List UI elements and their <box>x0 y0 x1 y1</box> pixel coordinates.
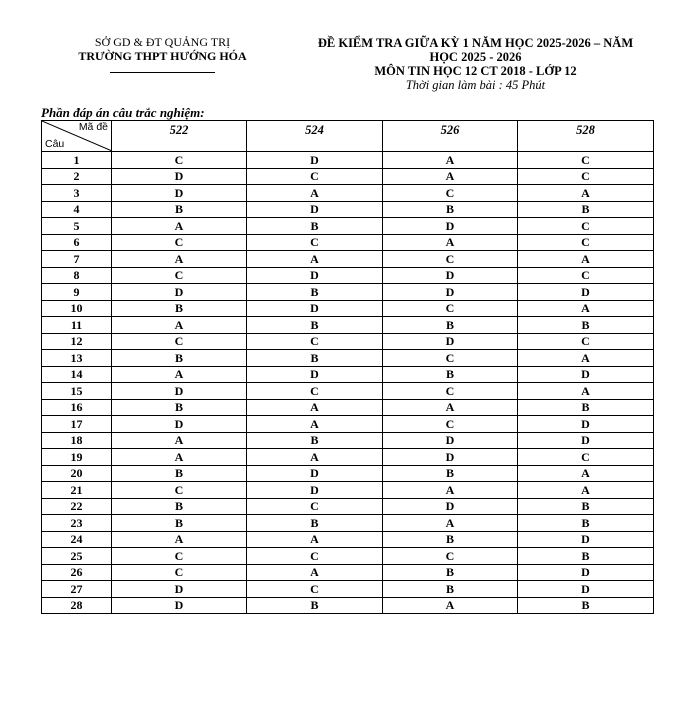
answer-cell: D <box>383 333 518 350</box>
answer-cell: C <box>112 267 247 284</box>
table-row <box>42 399 654 416</box>
answer-cell: D <box>383 432 518 449</box>
answer-cell: C <box>112 234 247 251</box>
question-number: 16 <box>42 399 112 416</box>
answer-table <box>41 120 654 614</box>
answer-cell: A <box>112 366 247 383</box>
answer-cell: D <box>383 218 518 235</box>
answer-cell: A <box>518 482 654 499</box>
answer-cell: A <box>247 449 383 466</box>
question-number: 11 <box>42 317 112 334</box>
answer-cell: A <box>247 185 383 202</box>
answer-cell: C <box>518 234 654 251</box>
corner-cell <box>42 121 112 152</box>
question-number: 9 <box>42 284 112 301</box>
answer-cell: A <box>247 416 383 433</box>
table-row <box>42 185 654 202</box>
answer-cell: B <box>112 515 247 532</box>
question-number: 25 <box>42 548 112 565</box>
question-number: 7 <box>42 251 112 268</box>
answer-cell: B <box>247 218 383 235</box>
answer-cell: A <box>247 564 383 581</box>
answer-cell: A <box>112 218 247 235</box>
answer-cell: B <box>518 597 654 614</box>
table-row <box>42 482 654 499</box>
answer-cell: D <box>247 300 383 317</box>
question-number: 6 <box>42 234 112 251</box>
table-row <box>42 284 654 301</box>
answer-cell: C <box>518 152 654 169</box>
question-number: 28 <box>42 597 112 614</box>
answer-cell: D <box>112 185 247 202</box>
answer-cell: A <box>383 482 518 499</box>
answer-cell: B <box>383 317 518 334</box>
table-row <box>42 465 654 482</box>
exam-code-header: 526 <box>383 121 518 152</box>
table-row <box>42 218 654 235</box>
answer-cell: C <box>383 416 518 433</box>
answer-cell: B <box>383 564 518 581</box>
answer-cell: C <box>247 498 383 515</box>
answer-cell: C <box>518 333 654 350</box>
answer-cell: A <box>518 350 654 367</box>
table-row <box>42 251 654 268</box>
answer-cell: C <box>518 168 654 185</box>
answer-cell: C <box>112 548 247 565</box>
answer-cell: A <box>112 317 247 334</box>
question-number: 22 <box>42 498 112 515</box>
answer-cell: C <box>383 383 518 400</box>
table-row <box>42 333 654 350</box>
answer-cell: B <box>518 515 654 532</box>
answer-cell: C <box>112 333 247 350</box>
table-row <box>42 350 654 367</box>
answer-cell: A <box>383 234 518 251</box>
answer-cell: B <box>247 597 383 614</box>
question-number: 23 <box>42 515 112 532</box>
exam-title-line2: HỌC 2025 - 2026 <box>429 50 522 64</box>
answer-cell: A <box>383 597 518 614</box>
answer-cell: D <box>112 383 247 400</box>
question-number: 12 <box>42 333 112 350</box>
table-row <box>42 317 654 334</box>
table-header-row <box>42 121 654 152</box>
answer-cell: D <box>112 597 247 614</box>
section-title: Phần đáp án câu trắc nghiệm: <box>41 105 205 120</box>
table-row <box>42 531 654 548</box>
table-row <box>42 152 654 169</box>
answer-cell: A <box>247 531 383 548</box>
corner-label-code: Mã đề <box>78 121 108 133</box>
answer-cell: D <box>247 152 383 169</box>
answer-cell: C <box>247 383 383 400</box>
answer-cell: C <box>247 333 383 350</box>
table-row <box>42 564 654 581</box>
department-name: SỞ GD & ĐT QUẢNG TRỊ <box>94 35 231 49</box>
answer-cell: B <box>112 399 247 416</box>
answer-cell: D <box>383 284 518 301</box>
answer-cell: C <box>383 185 518 202</box>
answer-cell: B <box>383 201 518 218</box>
answer-cell: B <box>518 548 654 565</box>
exam-code-header: 524 <box>247 121 383 152</box>
table-row <box>42 449 654 466</box>
answer-cell: A <box>518 300 654 317</box>
divider <box>110 72 215 73</box>
answer-cell: A <box>383 399 518 416</box>
answer-cell: C <box>112 482 247 499</box>
issuer-block <box>55 36 270 73</box>
question-number: 3 <box>42 185 112 202</box>
answer-cell: B <box>247 515 383 532</box>
answer-cell: A <box>247 251 383 268</box>
table-row <box>42 432 654 449</box>
exam-subject: MÔN TIN HỌC 12 CT 2018 - LỚP 12 <box>374 64 577 78</box>
question-number: 24 <box>42 531 112 548</box>
corner-label-question: Câu <box>45 138 65 150</box>
answer-cell: D <box>518 581 654 598</box>
answer-cell: D <box>383 267 518 284</box>
question-number: 20 <box>42 465 112 482</box>
table-row <box>42 300 654 317</box>
question-number: 4 <box>42 201 112 218</box>
answer-cell: B <box>112 300 247 317</box>
question-number: 27 <box>42 581 112 598</box>
school-name: TRƯỜNG THPT HƯỚNG HÓA <box>78 49 247 63</box>
question-number: 10 <box>42 300 112 317</box>
answer-cell: A <box>247 399 383 416</box>
answer-cell: C <box>518 218 654 235</box>
answer-cell: C <box>112 152 247 169</box>
answer-cell: C <box>247 581 383 598</box>
answer-cell: D <box>247 366 383 383</box>
question-number: 13 <box>42 350 112 367</box>
answer-cell: A <box>383 168 518 185</box>
table-row <box>42 234 654 251</box>
question-number: 2 <box>42 168 112 185</box>
answer-cell: A <box>518 185 654 202</box>
answer-cell: B <box>112 498 247 515</box>
answer-cell: B <box>383 581 518 598</box>
answer-cell: B <box>518 201 654 218</box>
answer-cell: B <box>112 350 247 367</box>
exam-time: Thời gian làm bài : 45 Phút <box>405 78 546 92</box>
table-row <box>42 366 654 383</box>
answer-cell: B <box>112 201 247 218</box>
document-header <box>0 36 694 106</box>
answer-cell: D <box>518 366 654 383</box>
question-number: 21 <box>42 482 112 499</box>
answer-cell: B <box>518 498 654 515</box>
answer-cell: A <box>112 432 247 449</box>
answer-cell: C <box>247 234 383 251</box>
answer-cell: C <box>247 548 383 565</box>
table-row <box>42 548 654 565</box>
answer-cell: D <box>518 531 654 548</box>
answer-cell: B <box>383 366 518 383</box>
answer-cell: D <box>518 564 654 581</box>
answer-cell: C <box>383 548 518 565</box>
answer-cell: C <box>518 267 654 284</box>
answer-cell: D <box>247 465 383 482</box>
question-number: 18 <box>42 432 112 449</box>
answer-cell: D <box>247 201 383 218</box>
answer-cell: A <box>383 152 518 169</box>
answer-cell: A <box>112 251 247 268</box>
answer-table-body <box>42 152 654 614</box>
answer-cell: D <box>247 482 383 499</box>
answer-cell: D <box>518 416 654 433</box>
table-row <box>42 201 654 218</box>
exam-code-header: 522 <box>112 121 247 152</box>
table-row <box>42 597 654 614</box>
question-number: 14 <box>42 366 112 383</box>
answer-cell: B <box>518 317 654 334</box>
answer-cell: D <box>112 168 247 185</box>
answer-cell: B <box>383 465 518 482</box>
answer-cell: D <box>518 432 654 449</box>
answer-cell: A <box>518 251 654 268</box>
answer-cell: B <box>112 465 247 482</box>
answer-cell: C <box>383 251 518 268</box>
answer-cell: D <box>112 581 247 598</box>
table-row <box>42 168 654 185</box>
answer-cell: D <box>383 498 518 515</box>
table-row <box>42 581 654 598</box>
question-number: 17 <box>42 416 112 433</box>
answer-cell: A <box>383 515 518 532</box>
answer-cell: A <box>112 531 247 548</box>
exam-title-line1: ĐỀ KIỂM TRA GIỮA KỲ 1 NĂM HỌC 2025-2026 – NĂM <box>317 36 634 50</box>
answer-cell: B <box>247 284 383 301</box>
question-number: 26 <box>42 564 112 581</box>
table-row <box>42 416 654 433</box>
exam-info-block <box>283 36 668 93</box>
answer-cell: B <box>247 317 383 334</box>
table-row <box>42 383 654 400</box>
answer-cell: A <box>518 465 654 482</box>
table-row <box>42 498 654 515</box>
answer-cell: D <box>112 284 247 301</box>
answer-cell: B <box>247 432 383 449</box>
answer-cell: D <box>112 416 247 433</box>
question-number: 5 <box>42 218 112 235</box>
question-number: 1 <box>42 152 112 169</box>
answer-cell: B <box>247 350 383 367</box>
exam-code-header: 528 <box>518 121 654 152</box>
answer-cell: C <box>383 350 518 367</box>
answer-cell: C <box>112 564 247 581</box>
answer-cell: C <box>247 168 383 185</box>
answer-cell: B <box>518 399 654 416</box>
answer-cell: C <box>383 300 518 317</box>
table-row <box>42 267 654 284</box>
question-number: 19 <box>42 449 112 466</box>
answer-cell: D <box>383 449 518 466</box>
table-row <box>42 515 654 532</box>
question-number: 15 <box>42 383 112 400</box>
answer-cell: D <box>247 267 383 284</box>
answer-cell: B <box>383 531 518 548</box>
answer-cell: D <box>518 284 654 301</box>
answer-cell: A <box>518 383 654 400</box>
answer-cell: A <box>112 449 247 466</box>
question-number: 8 <box>42 267 112 284</box>
answer-cell: C <box>518 449 654 466</box>
